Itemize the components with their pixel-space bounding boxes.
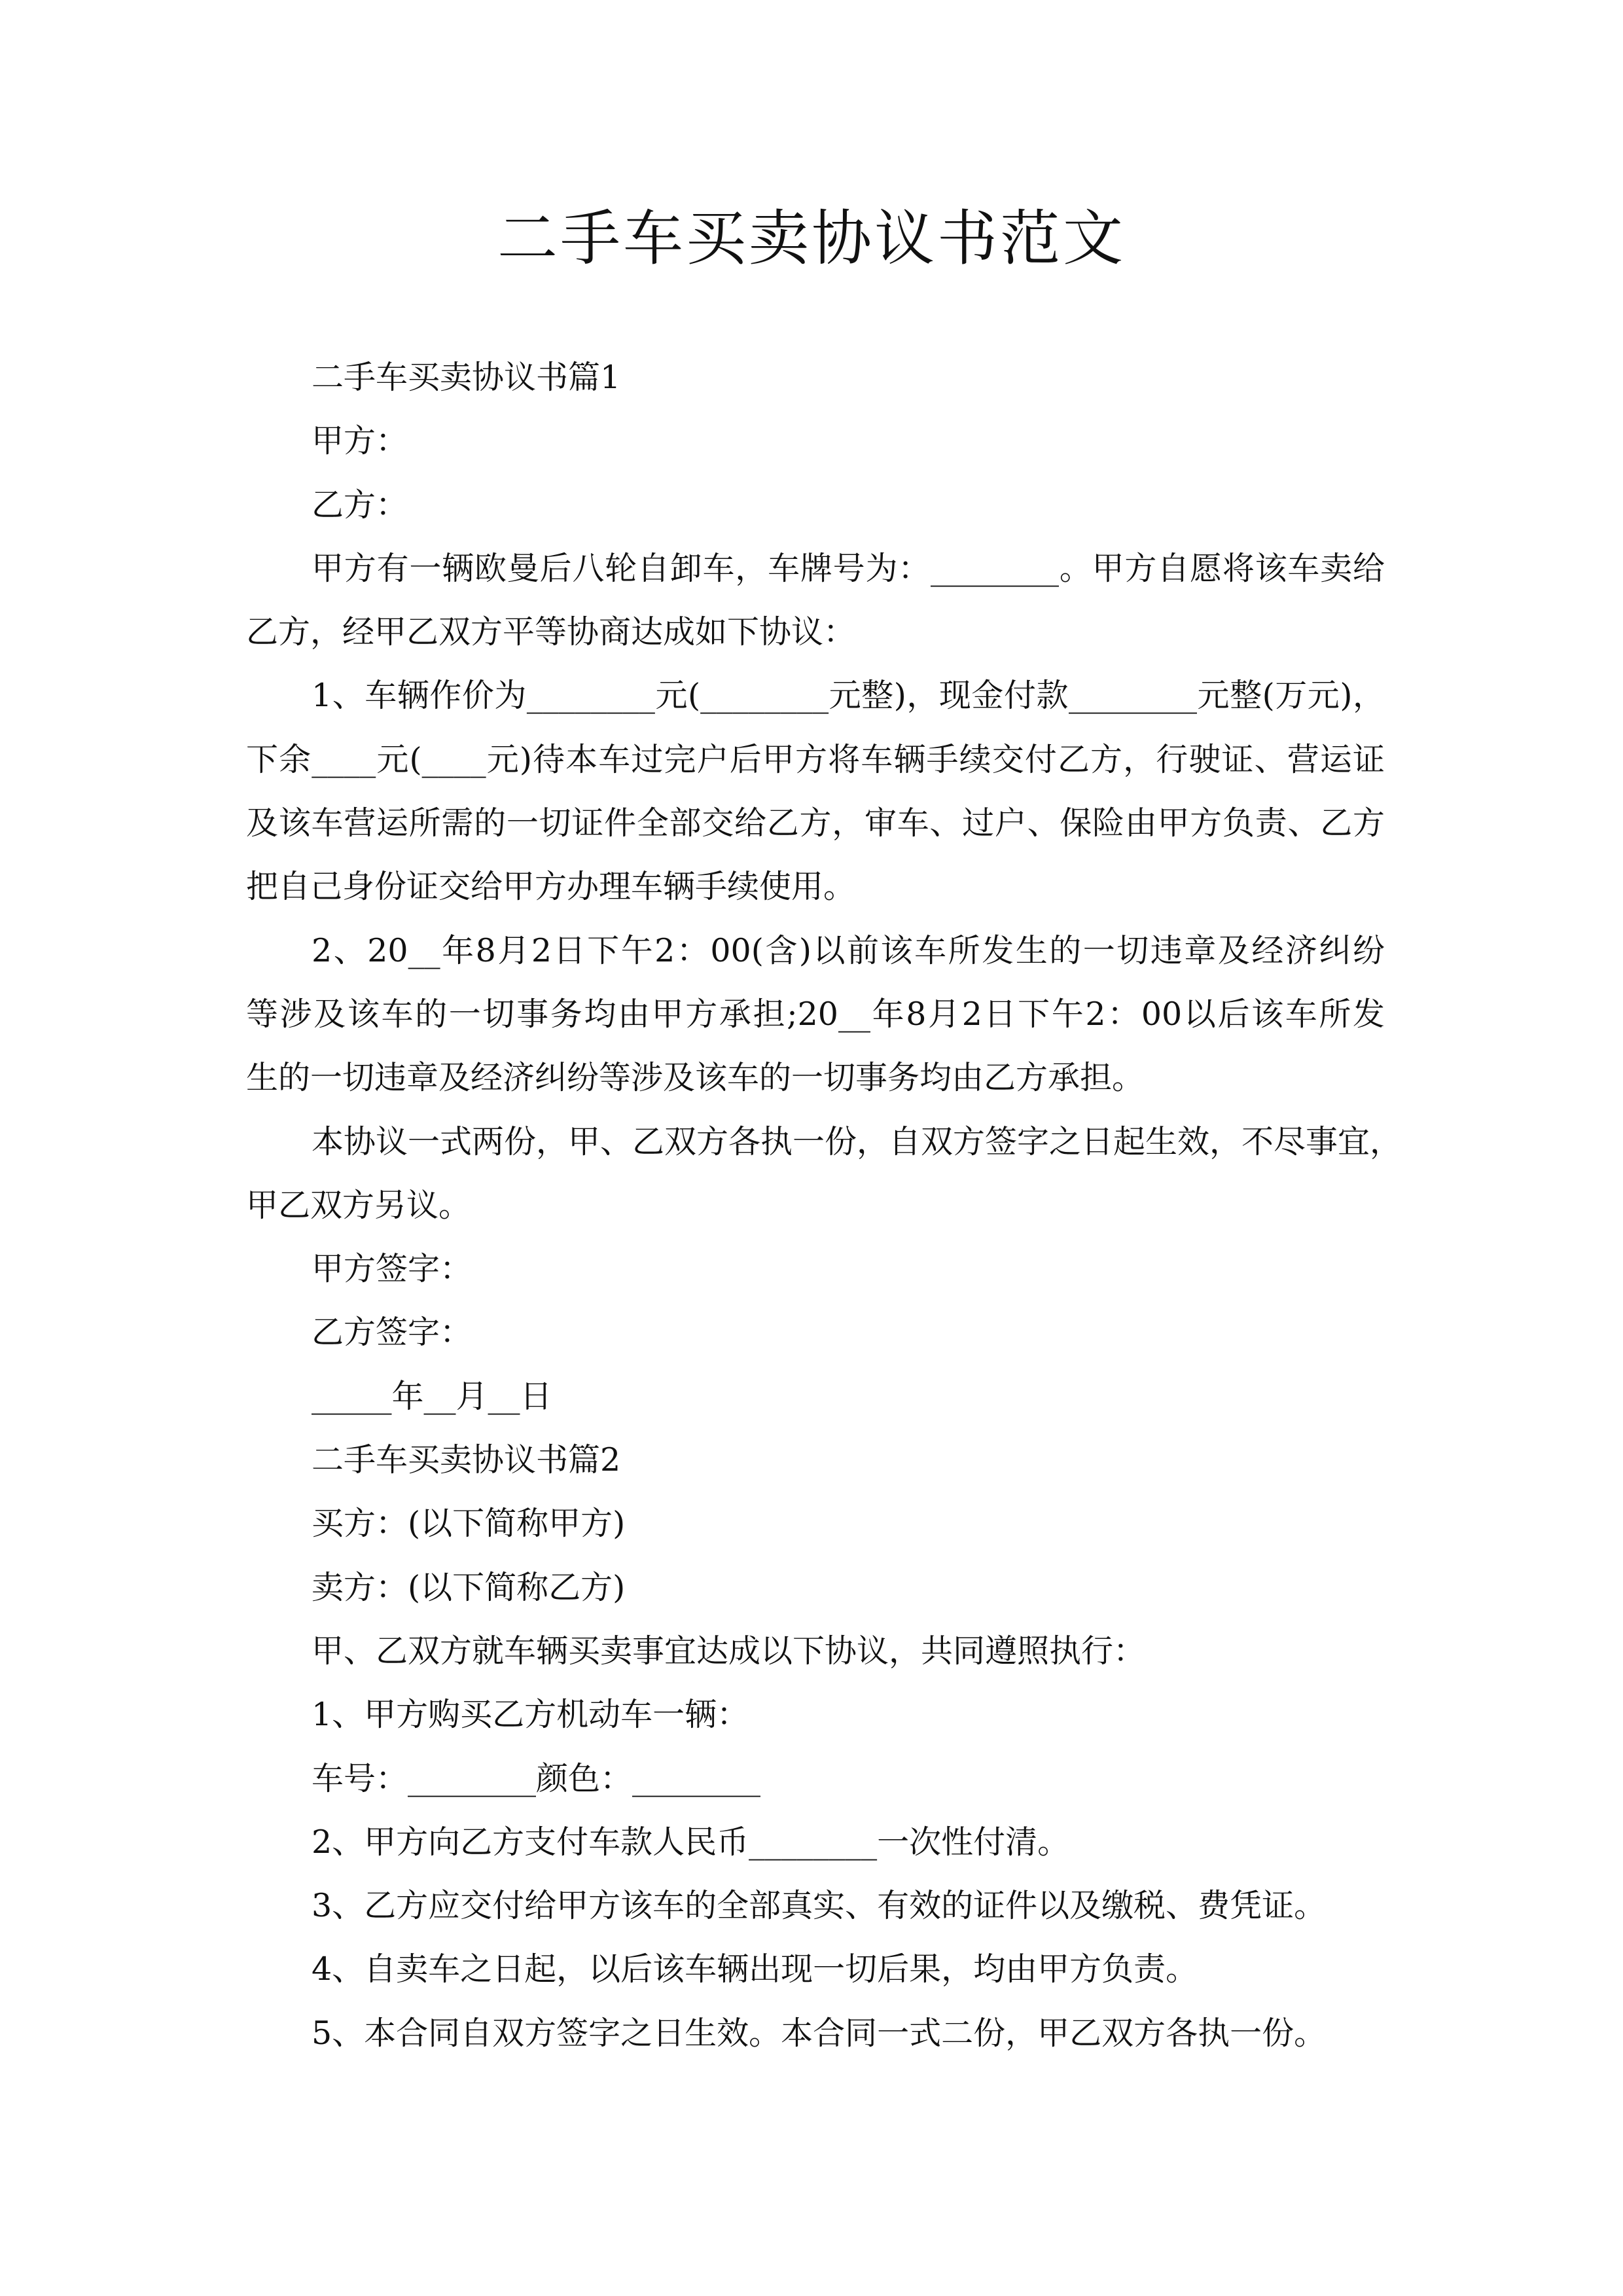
text-line: 下余____元(____元)待本车过完户后甲方将车辆手续交付乙方，行驶证、营运证 (246, 740, 1385, 778)
text-line: 甲方有一辆欧曼后八轮自卸车，车牌号为：________。甲方自愿将该车卖给 (312, 549, 1385, 587)
text-line: 甲乙双方另议。 (246, 1186, 471, 1224)
text-line: 乙方： (312, 486, 408, 524)
text-line: 二手车买卖协议书篇2 (312, 1441, 621, 1479)
text-line: 1、甲方购买乙方机动车一辆： (312, 1696, 749, 1734)
text-line: 生的一切违章及经济纠纷等涉及该车的一切事务均由乙方承担。 (246, 1059, 1145, 1097)
text-line: 2、甲方向乙方支付车款人民币________一次性付清。 (312, 1823, 1070, 1861)
text-line: 等涉及该车的一切事务均由甲方承担;20__年8月2日下午2：00以后该车所发 (246, 995, 1385, 1033)
text-line: 1、车辆作价为________元(________元整)，现金付款________元整(万元)， (312, 677, 1385, 715)
text-line: 把自己身份证交给甲方办理车辆手续使用。 (246, 868, 856, 906)
text-line: 卖方：(以下简称乙方) (312, 1568, 626, 1606)
text-line: 本协议一式两份，甲、乙双方各执一份，自双方签字之日起生效，不尽事宜， (312, 1122, 1402, 1160)
text-line: 3、乙方应交付给甲方该车的全部真实、有效的证件以及缴税、费凭证。 (312, 1887, 1327, 1925)
text-line: 车号：________颜色：________ (312, 1759, 761, 1797)
text-line: 5、本合同自双方签字之日生效。本合同一式二份，甲乙双方各执一份。 (312, 2014, 1327, 2052)
text-line: 4、自卖车之日起，以后该车辆出现一切后果，均由甲方负责。 (312, 1950, 1198, 1988)
text-line: 甲方： (312, 422, 408, 460)
text-line: _____年__月__日 (312, 1377, 552, 1415)
text-line: 乙方，经甲乙双方平等协商达成如下协议： (246, 613, 856, 651)
text-line: 及该车营运所需的一切证件全部交给乙方，审车、过户、保险由甲方负责、乙方 (246, 804, 1385, 842)
text-line: 买方：(以下简称甲方) (312, 1505, 626, 1543)
text-line: 乙方签字： (312, 1314, 473, 1352)
text-line: 甲方签字： (312, 1250, 473, 1288)
text-line: 2、20__年8月2日下午2：00(含)以前该车所发生的一切违章及经济纠纷 (312, 931, 1385, 969)
text-line: 甲、乙双方就车辆买卖事宜达成以下协议，共同遵照执行： (312, 1632, 1146, 1670)
document-title: 二手车买卖协议书范文 (497, 204, 1126, 274)
document-body (246, 346, 1402, 2065)
text-line: 二手车买卖协议书篇1 (312, 359, 621, 396)
